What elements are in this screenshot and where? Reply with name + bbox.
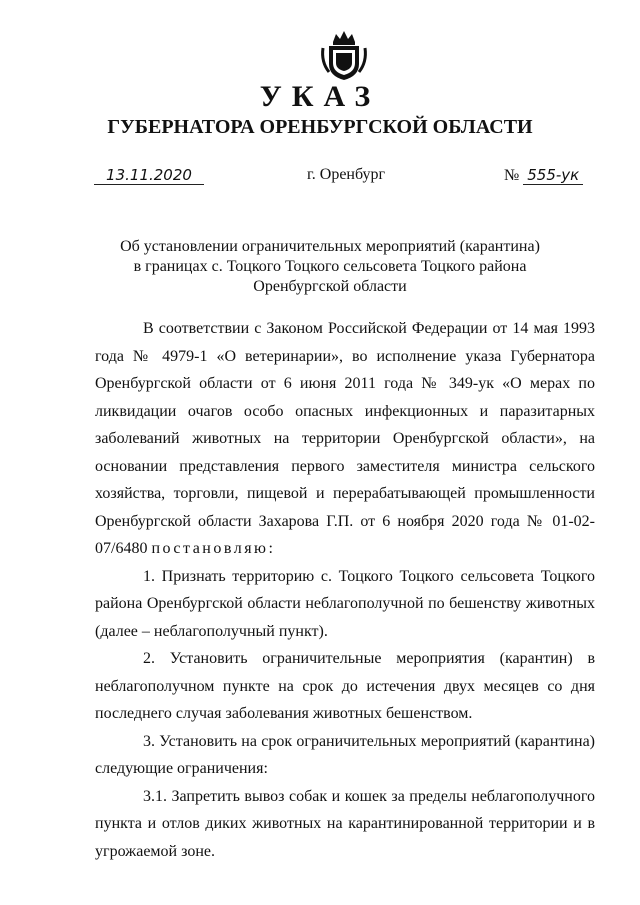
- item-1-paragraph: 1. Признать территорию с. Тоцкого Тоцкого сельсовета Тоцкого района Оренбургской области неблагополучной по бешенству животных (далее – неблагополучный пункт).: [95, 567, 595, 640]
- number-value: 555-ук: [523, 166, 583, 185]
- document-date: 13.11.2020: [94, 166, 204, 185]
- document-body: [95, 315, 595, 865]
- document-number: [504, 166, 583, 185]
- issuer-subtitle: ГУБЕРНАТОРА ОРЕНБУРГСКОЙ ОБЛАСТИ: [107, 116, 533, 138]
- item-2-paragraph: 2. Установить ограничительные мероприятия (карантин) в неблагополучном пункте на срок до истечения двух месяцев со дня последнего случая заболевания животных бешенством.: [95, 650, 595, 722]
- document-heading: [120, 237, 540, 297]
- document-city: г. Оренбург: [307, 166, 386, 183]
- item-3-1-paragraph: 3.1. Запретить вывоз собак и кошек за пределы неблагополучного пункта и отлов диких животных на карантинированной территории и в угрожаемой зоне.: [95, 787, 595, 860]
- document-type-title: УКАЗ: [259, 80, 381, 113]
- document-meta-row: [0, 166, 640, 190]
- heading-line: Оренбургской области: [253, 278, 407, 295]
- decree-word: постановляю:: [151, 540, 276, 557]
- number-prefix: №: [504, 167, 520, 184]
- heading-line: в границах с. Тоцкого Тоцкого сельсовета Тоцкого района: [133, 258, 527, 275]
- preamble-paragraph: [95, 315, 595, 563]
- preamble-text: В соответствии с Законом Российской Федерации от 14 мая 1993 года № 4979-1 «О ветеринарии», во исполнение указа Губернатора Оренбургской области от 6 июня 2011 года № 349-ук «О мерах по ликвидации очагов особо опасных инфекционных и паразитарных заболеваний животных на территории Оренбургской области», на основании представления первого заместителя министра сельского хозяйства, торговли, пищевой и перерабатывающей промышленности Оренбургской области Захарова Г.П. от 6 ноября 2020 года № 01-02-07/6480: [95, 320, 595, 557]
- item-3-paragraph: 3. Установить на срок ограничительных мероприятий (карантина) следующие ограничения:: [95, 732, 595, 777]
- coat-of-arms-icon: [319, 28, 369, 82]
- heading-line: Об установлении ограничительных мероприятий (карантина): [120, 238, 540, 255]
